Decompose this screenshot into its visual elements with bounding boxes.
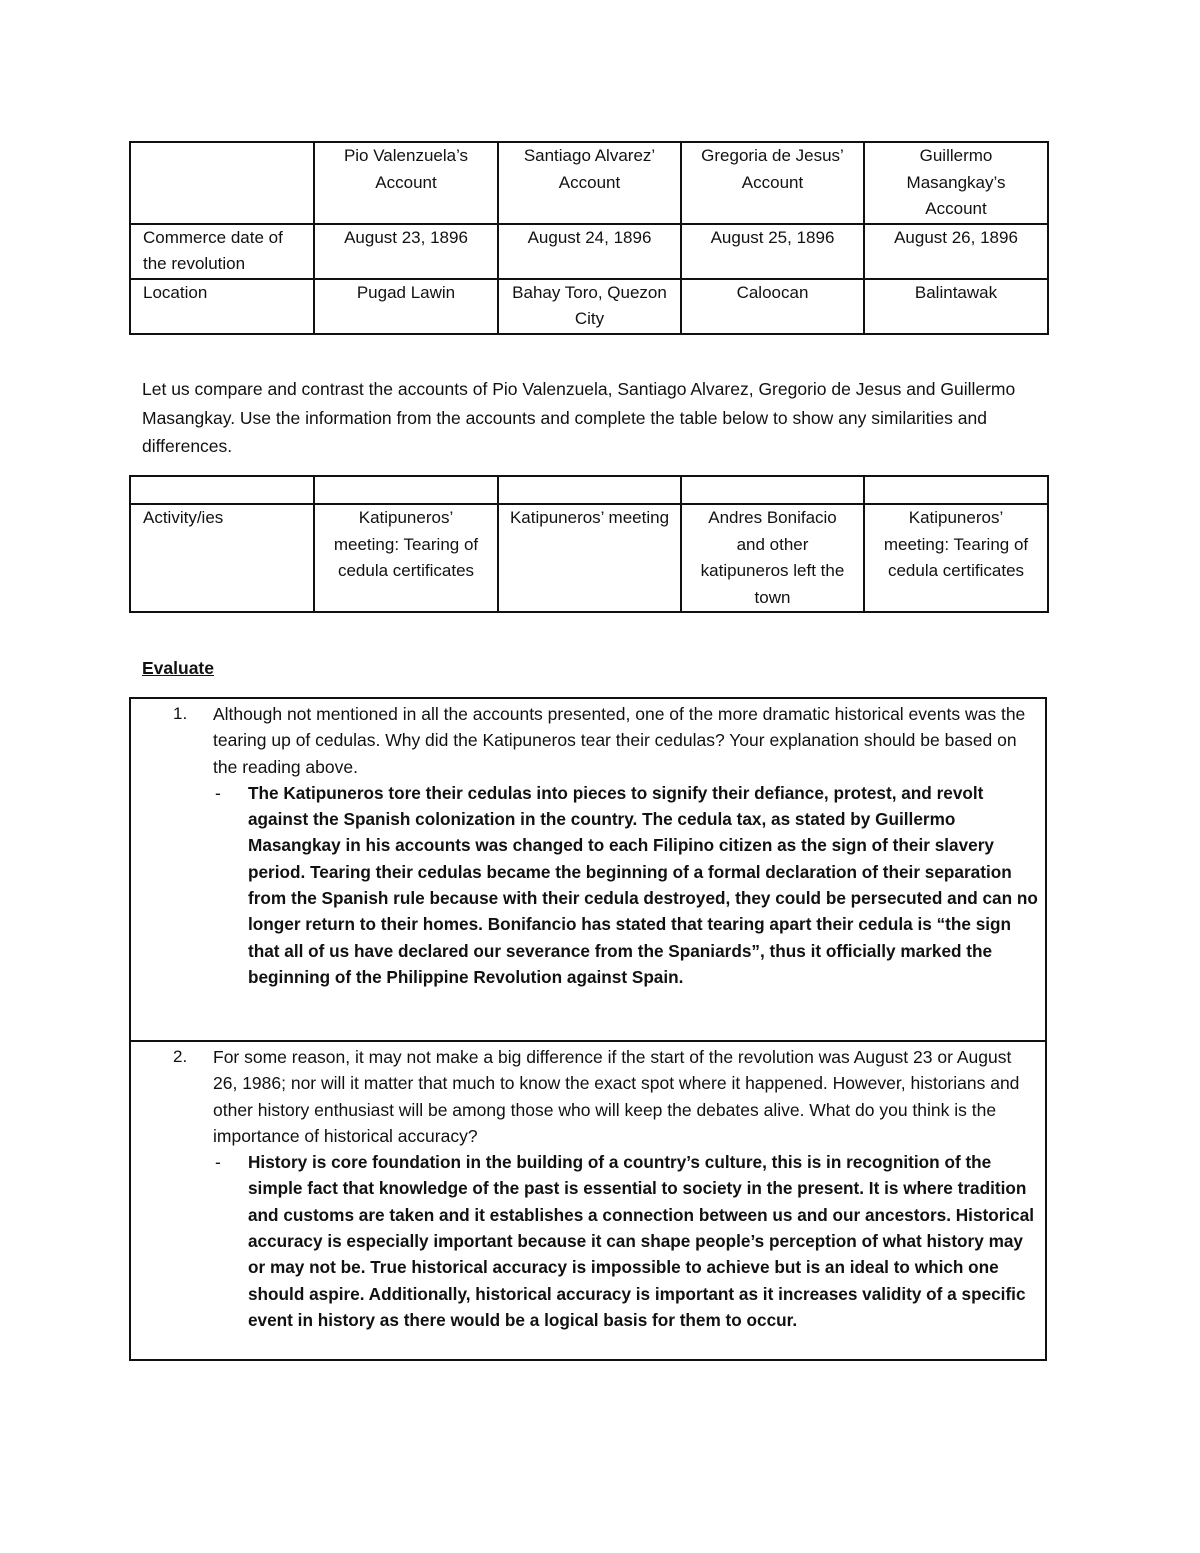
table-header-cell bbox=[314, 476, 498, 504]
table-row bbox=[130, 279, 1048, 334]
row-label-cell: Location bbox=[130, 279, 314, 334]
table-header-cell bbox=[130, 476, 314, 504]
table-cell: August 25, 1896 bbox=[681, 224, 864, 279]
answer-block bbox=[213, 1149, 1033, 1333]
table-cell: August 24, 1896 bbox=[498, 224, 681, 279]
table-header-cell bbox=[681, 476, 864, 504]
table-row bbox=[130, 504, 1048, 612]
table-header-row bbox=[130, 142, 1048, 224]
table-header-cell: Pio Valenzuela’s Account bbox=[314, 142, 498, 224]
table-cell: Balintawak bbox=[864, 279, 1048, 334]
answer-text: The Katipuneros tore their cedulas into pieces to signify their defiance, protest, and revolt against the Spanish colonization in the country. The cedula tax, as stated by Guillermo Masangkay in his accounts was changed to each Filipino citizen as the sign of their slavery period. Tearing their cedulas became the beginning of a formal declaration of their separation from the Spanish rule because with their cedula destroyed, they could be persecuted and can no longer return to their homes. Bonifancio has stated that tearing apart their cedula is “the sign that all of us have declared our severance from the Spaniards”, thus it officially marked the beginning of the Philippine Revolution against Spain. bbox=[248, 782, 1038, 987]
table-cell: August 23, 1896 bbox=[314, 224, 498, 279]
table-header-cell: Gregoria de Jesus’ Account bbox=[681, 142, 864, 224]
bullet-dash: - bbox=[215, 1152, 221, 1173]
table-cell: Bahay Toro, Quezon City bbox=[498, 279, 681, 334]
question-block bbox=[213, 1044, 1033, 1333]
table-header-cell bbox=[864, 476, 1048, 504]
question-text: For some reason, it may not make a big difference if the start of the revolution was August 23 or August 26, 1986; nor will it matter that much to know the exact spot where it happened. However, historians and other history enthusiast will be among those who will keep the debates alive. What do you think is the importance of historical accuracy? bbox=[213, 1047, 1020, 1146]
table-cell: Caloocan bbox=[681, 279, 864, 334]
bullet-dash: - bbox=[215, 782, 221, 803]
question-text: Although not mentioned in all the accounts presented, one of the more dramatic historical events was the tearing up of cedulas. Why did the Katipuneros tear their cedulas? Your explanation should be based on the reading above. bbox=[213, 704, 1026, 777]
evaluate-heading: Evaluate bbox=[142, 658, 214, 678]
table-cell: Pugad Lawin bbox=[314, 279, 498, 334]
table-cell: Andres Bonifacio and other katipuneros left the town bbox=[681, 504, 864, 612]
table-header-row bbox=[130, 476, 1048, 504]
question-box bbox=[129, 697, 1047, 1042]
intro-paragraph: Let us compare and contrast the accounts of Pio Valenzuela, Santiago Alvarez, Gregorio de Jesus and Guillermo Masangkay. Use the information from the accounts and complete the table below to show any similarities and differences. bbox=[142, 379, 1016, 456]
table-cell: Katipuneros’ meeting: Tearing of cedula certificates bbox=[314, 504, 498, 612]
accounts-table bbox=[129, 141, 1049, 335]
table-header-cell: Santiago Alvarez’ Account bbox=[498, 142, 681, 224]
answer-block bbox=[213, 780, 1038, 990]
table-header-cell: Guillermo Masangkay’s Account bbox=[864, 142, 1048, 224]
question-box bbox=[129, 1040, 1047, 1361]
row-label-cell: Activity/ies bbox=[130, 504, 314, 612]
activities-table bbox=[129, 475, 1049, 613]
table-cell: Katipuneros’ meeting: Tearing of cedula certificates bbox=[864, 504, 1048, 612]
table-row bbox=[130, 224, 1048, 279]
answer-text: History is core foundation in the building of a country’s culture, this is in recognition of the simple fact that knowledge of the past is essential to society in the present. It is where tradition and customs are taken and it establishes a connection between us and our ancestors. Historical accuracy is especially important because it can shape people’s perception of what history may or may not be. True historical accuracy is impossible to achieve but is an ideal to which one should aspire. Additionally, historical accuracy is important as it increases validity of a specific event in history as there would be a logical basis for them to occur. bbox=[248, 1152, 1035, 1330]
table-header-cell bbox=[498, 476, 681, 504]
question-number: 1. bbox=[173, 704, 188, 723]
question-block bbox=[213, 701, 1038, 990]
row-label-cell: Commerce date of the revolution bbox=[130, 224, 314, 279]
table-cell: Katipuneros’ meeting bbox=[498, 504, 681, 612]
table-cell: August 26, 1896 bbox=[864, 224, 1048, 279]
question-number: 2. bbox=[173, 1047, 188, 1066]
table-cell bbox=[130, 142, 314, 224]
